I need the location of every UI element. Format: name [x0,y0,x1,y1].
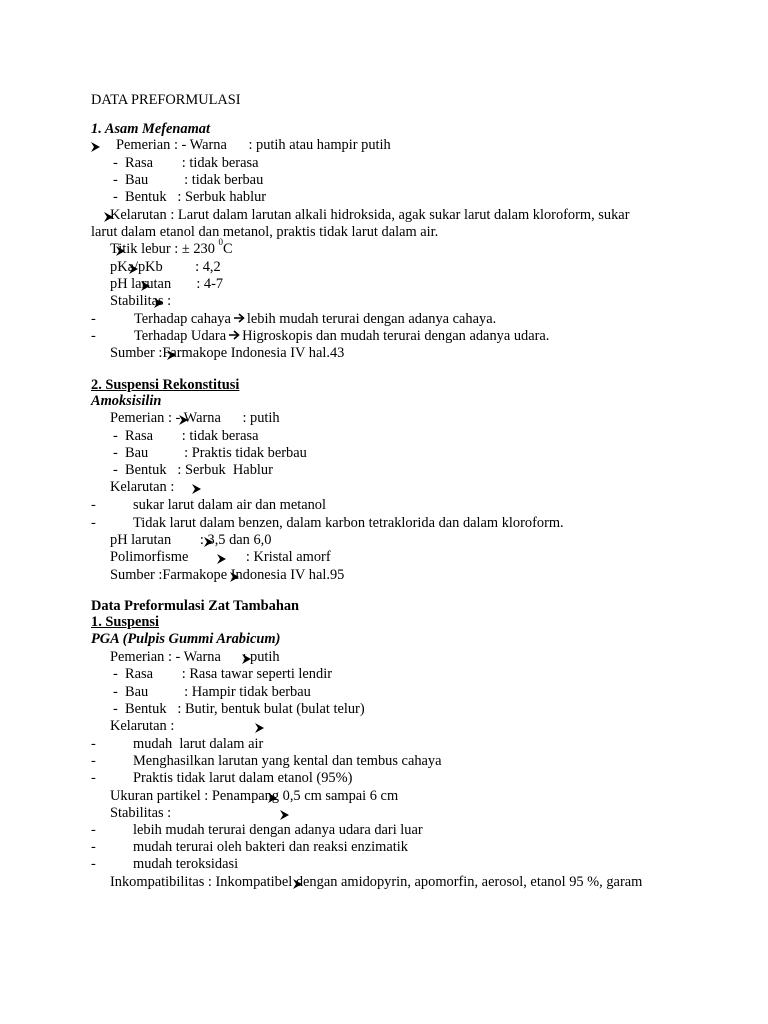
dash-marker: - [91,753,96,769]
kelarutan-line-1: Kelarutan : Larut dalam larutan alkali hidroksida, agak sukar larut dalam kloroform, sukar [110,207,630,223]
udara-line [134,328,549,345]
dash-marker: - [91,856,96,872]
kelarutan-item: Tidak larut dalam benzen, dalam karbon tetraklorida dan dalam kloroform. [133,515,564,531]
pemerian-line: Pemerian : - Warna : putih [110,649,280,665]
bau-line: - Bau : Praktis tidak berbau [113,445,307,461]
ph-line: pH larutan : 4-7 [110,276,224,292]
kelarutan-line: Kelarutan : [110,479,175,495]
ph-line: pH larutan : 3,5 dan 6,0 [110,532,272,548]
bau-line: - Bau : tidak berbau [113,172,264,188]
pka-line: pKa/pKb : 4,2 [110,259,221,275]
dash-marker: - [91,822,96,838]
dash-marker: - [91,497,96,513]
document-title: DATA PREFORMULASI [91,92,241,108]
sumber-line: Sumber :Farmakope Indonesia IV hal.43 [110,345,345,361]
rasa-line: - Rasa : Rasa tawar seperti lendir [113,666,332,682]
titik-lebur-text: Titik lebur : ± 230 [110,241,219,257]
dash-marker: - [91,736,96,752]
section-heading-suspensi-rekonstitusi: 2. Suspensi Rekonstitusi [91,377,240,393]
sumber-line: Sumber :Farmakope Indonesia IV hal.95 [110,567,345,583]
subheading-pga: PGA (Pulpis Gummi Arabicum) [91,631,281,647]
degree-superscript: 0 [218,237,224,248]
dash-marker: - [91,515,96,531]
stabilitas-item: lebih mudah terurai dengan adanya udara dari luar [133,822,423,838]
bullet-arrow-icon [280,810,289,820]
kelarutan-item: sukar larut dalam air dan metanol [133,497,327,513]
titik-lebur-unit: C [223,241,233,257]
kelarutan-line-2: larut dalam etanol dan metanol, praktis tidak larut dalam air. [91,224,439,240]
bentuk-line: - Bentuk : Serbuk Hablur [113,462,273,478]
ukuran-partikel-line: Ukuran partikel : Penampang 0,5 cm sampai 6 cm [110,788,399,804]
dash-marker: - [91,770,96,786]
kelarutan-item: Praktis tidak larut dalam etanol (95%) [133,770,353,786]
cahaya-text: lebih mudah terurai dengan adanya cahaya. [246,311,497,327]
kelarutan-item: Menghasilkan larutan yang kental dan tembus cahaya [133,753,442,769]
subheading-suspensi: 1. Suspensi [91,614,159,630]
dash-marker: - [91,328,96,344]
bullet-arrow-icon [91,142,100,152]
dash-marker: - [91,311,96,327]
udara-text: Higroskopis dan mudah terurai dengan adanya udara. [242,328,550,344]
rasa-line: - Rasa : tidak berasa [113,155,259,171]
section-heading-zat-tambahan: Data Preformulasi Zat Tambahan [91,598,300,614]
stabilitas-item: mudah terurai oleh bakteri dan reaksi enzimatik [133,839,408,855]
inkompatibilitas-line: Inkompatibilitas : Inkompatibel dengan amidopyrin, apomorfin, aerosol, etanol 95 %, garam [110,874,643,890]
right-arrow-icon [228,330,240,340]
bullet-arrow-icon [255,723,264,733]
cahaya-label: Terhadap cahaya [134,311,231,327]
pemerian-line: Pemerian : - Warna : putih [110,410,280,426]
bau-line: - Bau : Hampir tidak berbau [113,684,311,700]
titik-lebur-line [110,237,233,258]
pemerian-line: Pemerian : - Warna : putih atau hampir putih [116,137,391,153]
stabilitas-item: mudah teroksidasi [133,856,239,872]
polimorfisme-line: Polimorfisme : Kristal amorf [110,549,331,565]
kelarutan-item: mudah larut dalam air [133,736,264,752]
bentuk-line: - Bentuk : Butir, bentuk bulat (bulat telur) [113,701,365,717]
udara-label: Terhadap Udara [134,328,227,344]
stabilitas-line: Stabilitas : [110,293,172,309]
dash-marker: - [91,839,96,855]
cahaya-line [134,311,496,328]
kelarutan-line: Kelarutan : [110,718,175,734]
bentuk-line: - Bentuk : Serbuk hablur [113,189,267,205]
bullet-arrow-icon [192,484,201,494]
right-arrow-icon [233,313,245,323]
rasa-line: - Rasa : tidak berasa [113,428,259,444]
subheading-amoksisilin: Amoksisilin [91,393,162,409]
stabilitas-line: Stabilitas : [110,805,172,821]
section-heading-asam-mefenamat: 1. Asam Mefenamat [91,121,210,137]
